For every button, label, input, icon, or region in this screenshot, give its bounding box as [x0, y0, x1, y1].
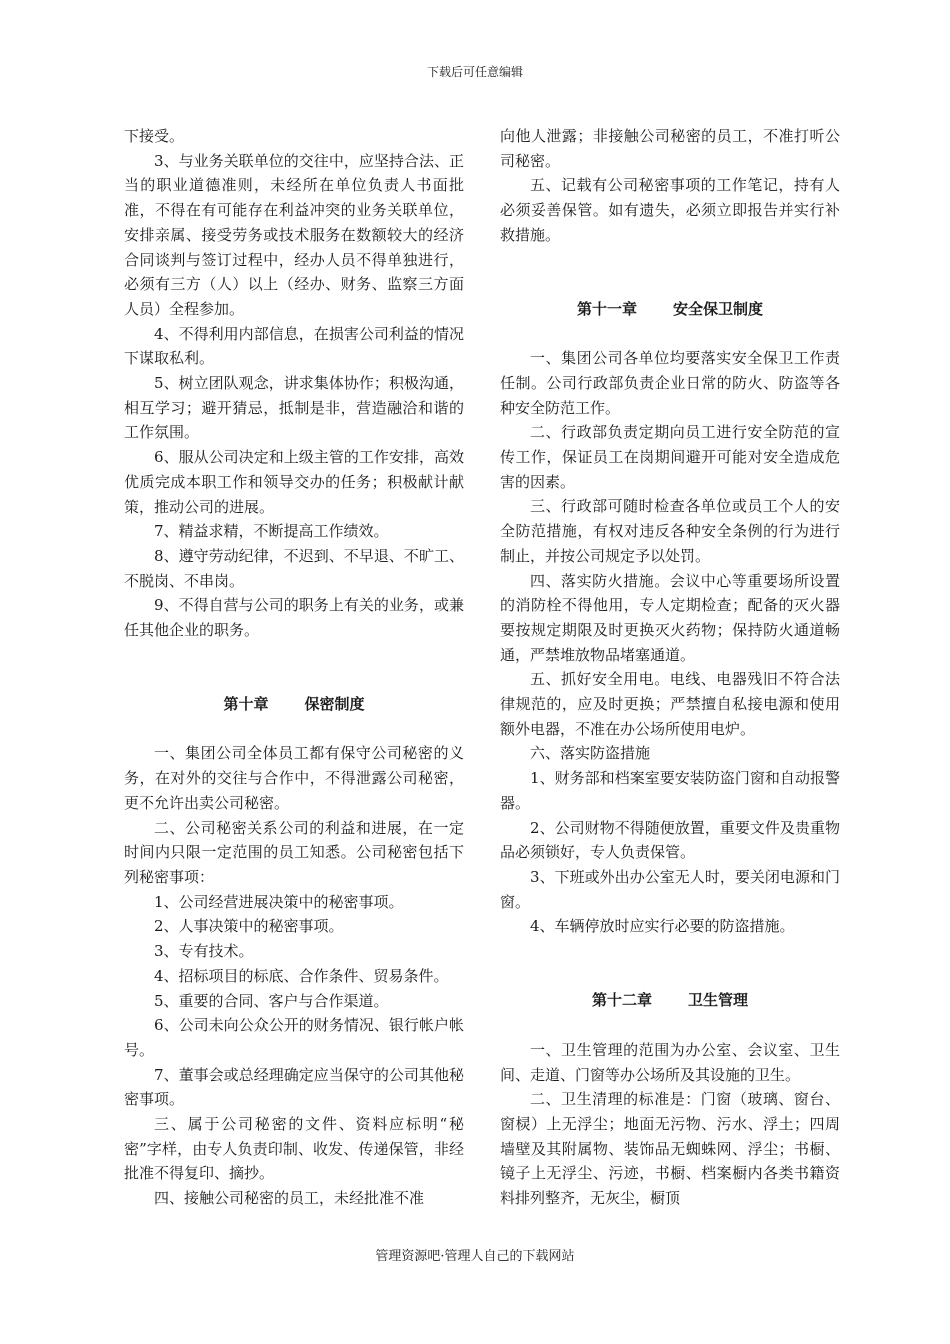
chapter-title: 安全保卫制度 [673, 299, 764, 318]
chapter-heading [500, 988, 840, 1013]
paragraph: 二、公司秘密关系公司的利益和进展，在一定时间内只限一定范围的员工知悉。公司秘密包括下列秘密事项： [124, 818, 464, 886]
paragraph: 7、精益求精，不断提高工作绩效。 [154, 522, 389, 541]
list-item: 2、公司财物不得随便放置，重要文件及贵重物品必须锁好，专人负责保管。 [500, 818, 840, 862]
paragraph: 4、不得利用内部信息，在损害公司利益的情况下谋取私利。 [124, 324, 464, 368]
paragraph: 四、落实防火措施。会议中心等重要场所设置的消防栓不得他用，专人定期检查；配备的灭火器要按规定期限及时更换灭火药物；保持防火通道畅通，严禁堆放物品堵塞通道。 [500, 571, 840, 664]
list-item: 6、公司未向公众公开的财务情况、银行帐户帐号。 [124, 1016, 464, 1059]
paragraph: 一、卫生管理的范围为办公室、会议室、卫生间、走道、门窗等办公场所及其设施的卫生。 [500, 1040, 840, 1084]
paragraph: 四、接触公司秘密的员工，未经批准不准 [154, 1189, 425, 1208]
paragraph: 9、不得自营与公司的职务上有关的业务，或兼任其他企业的职务。 [124, 596, 464, 640]
paragraph: 五、抓好安全用电。电线、电器残旧不符合法律规范的，应及时更换；严禁擅自私接电源和使用额外电器，不准在办公场所使用电炉。 [500, 670, 840, 738]
chapter-heading [124, 692, 464, 717]
chapter-heading [500, 297, 840, 322]
list-item: 1、财务部和档案室要安装防盗门窗和自动报警器。 [500, 769, 840, 812]
paragraph: 向他人泄露；非接触公司秘密的员工，不准打听公司秘密。 [500, 127, 840, 170]
left-column [124, 124, 464, 1211]
list-item: 2、人事决策中的秘密事项。 [154, 917, 344, 936]
paragraph: 8、遵守劳动纪律，不迟到、不早退、不旷工、不脱岗、不串岗。 [124, 546, 464, 590]
page-footer: 管理资源吧·管理人自己的下载网站 [375, 1249, 575, 1264]
right-column [500, 124, 840, 1211]
list-item: 3、专有技术。 [154, 942, 254, 961]
list-item: 7、董事会或总经理确定应当保守的公司其他秘密事项。 [124, 1065, 464, 1109]
list-item: 1、公司经营进展决策中的秘密事项。 [154, 892, 404, 911]
list-item: 3、下班或外出办公室无人时，要关闭电源和门窗。 [500, 867, 840, 911]
chapter-number: 第十二章 [591, 991, 652, 1010]
paragraph: 六、落实防盗措施 [530, 744, 651, 763]
paragraph: 下接受。 [124, 127, 185, 145]
paragraph: 五、记载有公司秘密事项的工作笔记，持有人必须妥善保管。如有遗失，必须立即报告并实行补救措施。 [500, 176, 840, 244]
list-item: 5、重要的合同、客户与合作渠道。 [154, 991, 389, 1010]
paragraph: 一、集团公司全体员工都有保守公司秘密的义务，在对外的交往与合作中，不得泄露公司秘密，更不允许出卖公司秘密。 [124, 744, 464, 812]
chapter-number: 第十章 [223, 694, 269, 713]
paragraph: 一、集团公司各单位均要落实安全保卫工作责任制。公司行政部负责企业日常的防火、防盗等各种安全防范工作。 [500, 349, 840, 417]
paragraph: 二、行政部负责定期向员工进行安全防范的宣传工作，保证员工在岗期间避开可能对安全造成危害的因素。 [500, 423, 840, 491]
paragraph: 三、属于公司秘密的文件、资料应标明“秘密”字样，由专人负责印制、收发、传递保管，非经批准不得复印、摘抄。 [124, 1115, 464, 1183]
list-item: 4、车辆停放时应实行必要的防盗措施。 [530, 917, 795, 936]
paragraph: 二、卫生清理的标准是：门窗（玻璃、窗台、窗棂）上无浮尘；地面无污物、污水、浮土；四周墙壁及其附属物、装饰品无蜘蛛网、浮尘；书橱、镜子上无浮尘、污迹，书橱、档案橱内各类书籍资料排列整齐，无灰尘，橱顶 [500, 1090, 840, 1208]
page-header: 下载后可任意编辑 [426, 65, 523, 79]
list-item: 4、招标项目的标底、合作条件、贸易条件。 [154, 966, 449, 985]
chapter-title: 保密制度 [304, 694, 365, 713]
paragraph: 5、树立团队观念，讲求集体协作；积极沟通，相互学习；避开猜忌，抵制是非，营造融洽和谐的工作氛围。 [124, 374, 464, 442]
paragraph: 6、服从公司决定和上级主管的工作安排，高效优质完成本职工作和领导交办的任务；积极献计献策，推动公司的进展。 [124, 448, 464, 516]
chapter-number: 第十一章 [576, 299, 637, 318]
paragraph: 3、与业务关联单位的交往中，应坚持合法、正当的职业道德准则，未经所在单位负责人书面批准，不得在有可能存在利益冲突的业务关联单位，安排亲属、接受劳务或技术服务在数额较大的经济合同谈判与签订过程中，经办人员不得单独进行，必须有三方（人）以上（经办、财务、监察三方面人员）全程参加。 [124, 151, 464, 318]
chapter-title: 卫生管理 [688, 991, 749, 1010]
paragraph: 三、行政部可随时检查各单位或员工个人的安全防范措施，有权对违反各种安全条例的行为进行制止，并按公司规定予以处罚。 [500, 497, 840, 565]
